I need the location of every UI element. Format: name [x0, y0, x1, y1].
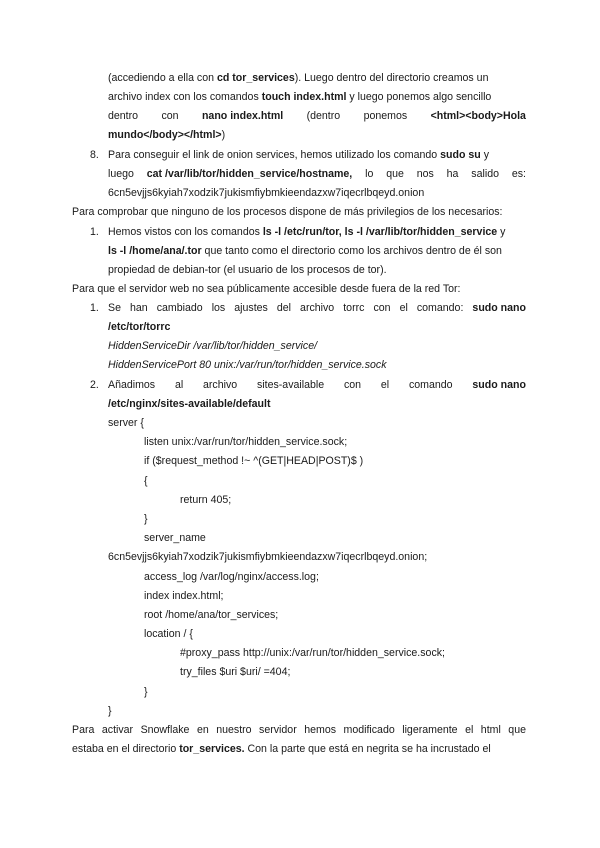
torrc-hidden-service-dir: HiddenServiceDir /var/lib/tor/hidden_service/: [108, 340, 318, 352]
code-line: }: [144, 686, 148, 698]
code-line: return 405;: [180, 494, 232, 506]
list2-item1-line2: /etc/tor/torrc: [108, 321, 171, 333]
code-line: server {: [108, 417, 144, 429]
code-line: 6cn5evjjs6kyiah7xodzik7jukismfiybmkieendazxw7iqecrlbqeyd.onion;: [108, 551, 428, 563]
item8-line1: Para conseguir el link de onion services, hemos utilizado los comando sudo su y: [108, 149, 489, 161]
item8-onion-address: 6cn5evjjs6kyiah7xodzik7jukismfiybmkieendazxw7iqecrlbqeyd.onion: [108, 187, 425, 199]
list1-item1-line1: Hemos vistos con los comandos ls -l /etc/run/tor, ls -l /var/lib/tor/hidden_service y: [108, 226, 506, 238]
list2-item2-number: 2.: [90, 379, 99, 391]
paragraph-snowflake-line1: Para activar Snowflake en nuestro servidor hemos modificado ligeramente el html que: [72, 724, 526, 736]
paragraph-snowflake-line2: estaba en el directorio tor_services. Con la parte que está en negrita se ha incrustado el: [72, 743, 491, 755]
code-line: root /home/ana/tor_services;: [144, 609, 279, 621]
code-line: index index.html;: [144, 590, 224, 602]
code-line: {: [144, 475, 148, 487]
list2-item2-line1: Añadimos al archivo sites-available con el comando sudo nano: [108, 379, 526, 391]
item8-number: 8.: [90, 149, 99, 161]
item7-line4: mundo</body></html>): [108, 129, 226, 141]
code-line: access_log /var/log/nginx/access.log;: [144, 571, 319, 583]
list1-item1-line2: ls -l /home/ana/.tor que tanto como el directorio como los archivos dentro de él son: [108, 245, 502, 257]
code-line: #proxy_pass http://unix:/var/run/tor/hidden_service.sock;: [180, 647, 445, 659]
item7-line3: dentro con nano index.html (dentro ponemos <html><body>Hola: [108, 110, 526, 122]
list1-item1-line3: propiedad de debian-tor (el usuario de los procesos de tor).: [108, 264, 387, 276]
code-line: listen unix:/var/run/tor/hidden_service.sock;: [144, 436, 348, 448]
item8-line2: luego cat /var/lib/tor/hidden_service/hostname, lo que nos ha salido es:: [108, 168, 526, 180]
list2-item1-number: 1.: [90, 302, 99, 314]
torrc-hidden-service-port: HiddenServicePort 80 unix:/var/run/tor/hidden_service.sock: [108, 359, 387, 371]
code-line: server_name: [144, 532, 206, 544]
list1-item1-number: 1.: [90, 226, 99, 238]
code-line: location / {: [144, 628, 193, 640]
item7-line2: archivo index con los comandos touch index.html y luego ponemos algo sencillo: [108, 91, 492, 103]
code-line: }: [108, 705, 112, 717]
code-line: if ($request_method !~ ^(GET|HEAD|POST)$ ): [144, 455, 364, 467]
list2-item1-line1: Se han cambiado los ajustes del archivo torrc con el comando: sudo nano: [108, 302, 526, 314]
code-line: }: [144, 513, 148, 525]
paragraph-not-public: Para que el servidor web no sea públicamente accesible desde fuera de la red Tor:: [72, 283, 461, 295]
list2-item2-line2: /etc/nginx/sites-available/default: [108, 398, 271, 410]
code-line: try_files $uri $uri/ =404;: [180, 666, 291, 678]
item7-line1: (accediendo a ella con cd tor_services). Luego dentro del directorio creamos un: [108, 72, 489, 84]
paragraph-privileges: Para comprobar que ninguno de los procesos dispone de más privilegios de los necesarios:: [72, 206, 503, 218]
